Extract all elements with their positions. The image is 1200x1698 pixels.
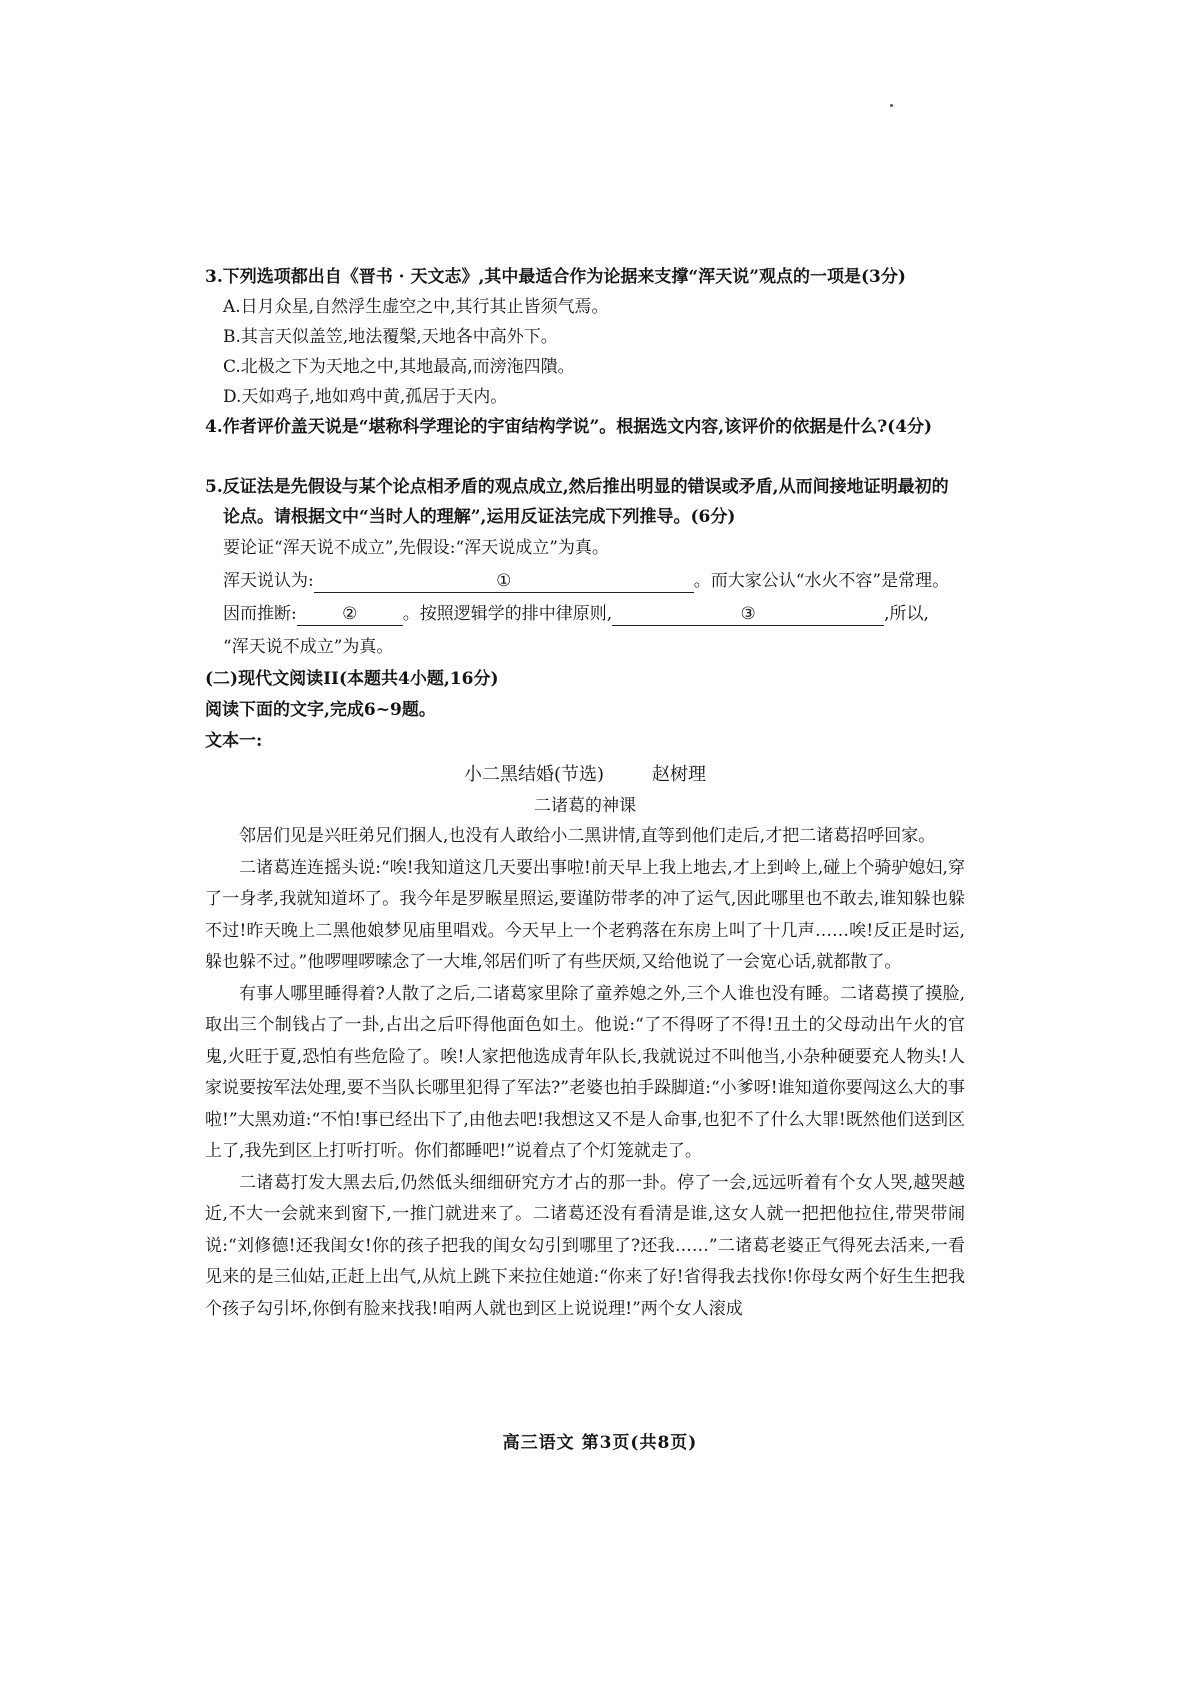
question-5-line-3-mid: 。按照逻辑学的排中律原则, [402,604,613,624]
answer-blank-2[interactable]: ② [297,603,403,626]
question-5-line-2-prefix: 浑天说认为: [223,571,314,591]
answer-blank-3[interactable]: ③ [612,603,884,626]
article-paragraph-2: 二诸葛连连摇头说:“唉!我知道这几天要出事啦!前天早上我上地去,才上到岭上,碰上个骑驴媳妇,穿了一身孝,我就知道坏了。我今年是罗睺星照运,要谨防带孝的冲了运气,因此哪里也不敢去,谁知躲也躲不过!昨天晚上二黑他娘梦见庙里唱戏。今天早上一个老鸦落在东房上叫了十几声……唉!反正是时运,躲也躲不过。”他啰哩啰嗦念了一大堆,邻居们听了有些厌烦,又给他说了一会宽心话,就都散了。 [205,857,965,972]
article-author: 赵树理 [652,764,707,785]
article-paragraph-3: 有事人哪里睡得着?人散了之后,二诸葛家里除了童养媳之外,三个人谁也没有睡。二诸葛摸了摸脸,取出三个制钱占了一卦,占出之后吓得他面色如土。他说:“了不得呀了不得!丑土的父母动出午火的官鬼,火旺于夏,恐怕有些危险了。唉!人家把他选成青年队长,我就说过不叫他当,小杂种硬要充人物头!人家说要按军法处理,要不当队长哪里犯得了军法?”老婆也拍手跺脚道:“小爹呀!谁知道你要闯这么大的事啦!”大黑劝道:“不怕!事已经出下了,由他去吧!我想这又不是人命事,也犯不了什么大罪!既然他们送到区上了,我先到区上打听打听。你们都睡吧!”说着点了个灯笼就走了。 [205,983,965,1161]
answer-blank-1[interactable]: ① [314,570,694,593]
question-5-line-1: 要论证“浑天说不成立”,先假设:“浑天说成立”为真。 [223,538,609,558]
question-5-line-2 [205,565,965,598]
question-3-stem: 3.下列选项都出自《晋书 · 天文志》,其中最适合作为论据来支撑“浑天说”观点的一项是(3分) [205,267,906,287]
question-3-option-b: B.其言天似盖笠,地法覆槃,天地各中高外下。 [223,327,558,347]
article-paragraph-1: 邻居们见是兴旺弟兄们捆人,也没有人敢给小二黑讲情,直等到他们走后,才把二诸葛招呼回家。 [239,826,936,846]
section-instruction: 阅读下面的文字,完成6~9题。 [205,700,436,720]
text-label: 文本一: [205,731,263,751]
question-3-option-d: D.天如鸡子,地如鸡中黄,孤居于天内。 [223,387,508,407]
exam-sheet [205,262,965,1325]
chapter-title: 二诸葛的神课 [534,796,636,816]
question-3-option-a: A.日月众星,自然浮生虚空之中,其行其止皆须气焉。 [223,297,609,317]
question-5-line-3 [205,598,965,631]
article-title: 小二黑结婚(节选) [463,764,605,785]
question-3-option-c: C.北极之下为天地之中,其地最高,而滂沲四隤。 [223,357,575,377]
question-5-line-3-prefix: 因而推断: [223,604,297,624]
section-heading: (二)现代文阅读II(本题共4小题,16分) [205,669,499,689]
question-5-stem-line-1: 5.反证法是先假设与某个论点相矛盾的观点成立,然后推出明显的错误或矛盾,从而间接地证明最初的 [205,477,949,497]
scan-speck [890,104,893,107]
question-5-line-4: “浑天说不成立”为真。 [223,637,394,657]
question-5-stem-line-2: 论点。请根据文中“当时人的理解”,运用反证法完成下列推导。(6分) [223,507,736,527]
question-5-line-3-suffix: ,所以, [884,604,929,624]
question-4-stem: 4.作者评价盖天说是“堪称科学理论的宇宙结构学说”。根据选文内容,该评价的依据是什么?(4分) [205,417,933,437]
page-footer: 高三语文 第3页(共8页) [502,1433,698,1453]
article-paragraph-4: 二诸葛打发大黑去后,仍然低头细细研究方才占的那一卦。停了一会,远远听着有个女人哭,越哭越近,不大一会就来到窗下,一推门就进来了。二诸葛还没有看清是谁,这女人就一把把他拉住,带哭带闹说:“刘修德!还我闺女!你的孩子把我的闺女勾引到哪里了?还我……”二诸葛老婆正气得死去活来,一看见来的是三仙姑,正赶上出气,从炕上跳下来拉住她道:“你来了好!省得我去找你!你母女两个好生生把我个孩子勾引坏,你倒有脸来找我!咱两人就也到区上说说理!”两个女人滚成 [205,1172,965,1319]
question-5-line-2-suffix: 。而大家公认“水火不容”是常理。 [693,571,950,591]
article-title-row [205,759,965,791]
